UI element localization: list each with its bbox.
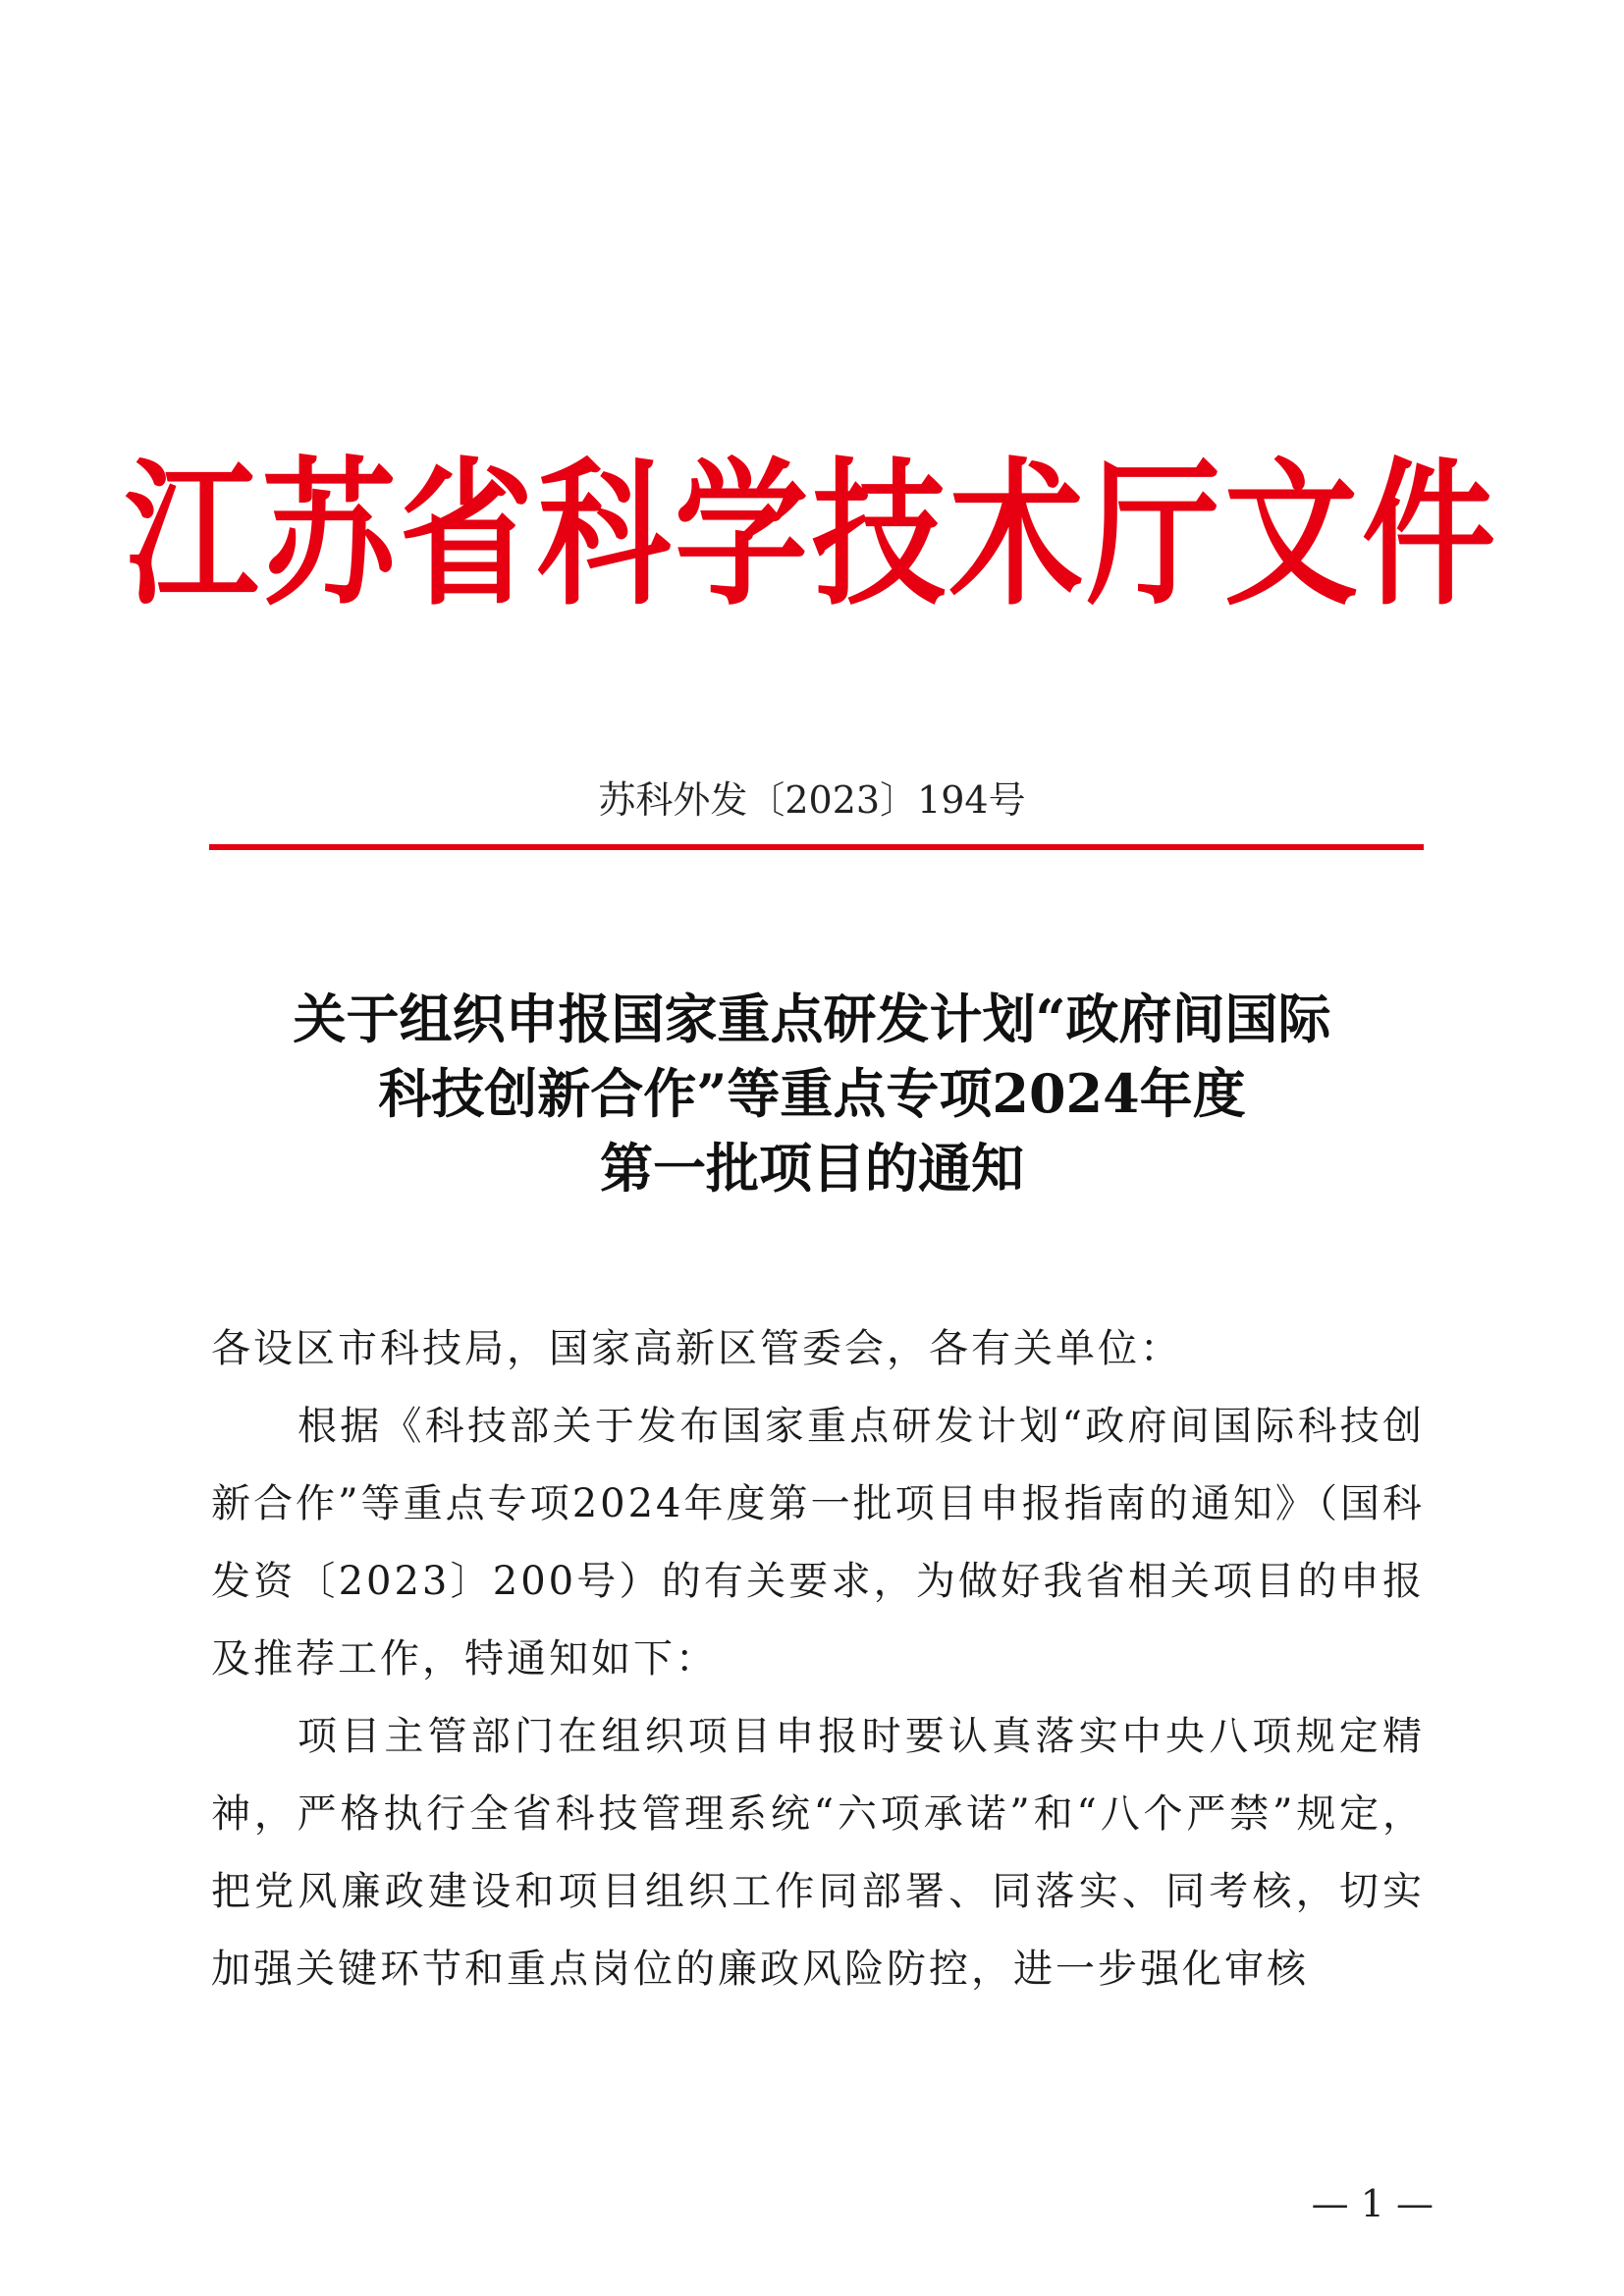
notice-body <box>211 1310 1425 2008</box>
red-divider <box>209 844 1424 850</box>
salutation: 各设区市科技局，国家高新区管委会，各有关单位： <box>211 1326 1182 1371</box>
title-line-1: 关于组织申报国家重点研发计划“政府间国际 <box>293 988 1331 1050</box>
notice-title <box>196 982 1428 1205</box>
page-number: — 1 — <box>1311 2182 1434 2225</box>
title-line-2: 科技创新合作”等重点专项2024年度 <box>378 1062 1246 1125</box>
document-number: 苏科外发〔2023〕194号 <box>598 778 1026 822</box>
title-line-3: 第一批项目的通知 <box>600 1137 1024 1200</box>
paragraph-2: 项目主管部门在组织项目申报时要认真落实中央八项规定精神，严格执行全省科技管理系统“六项承诺”和“八个严禁”规定，把党风廉政建设和项目组织工作同部署、同落实、同考核，切实加强关键环节和重点岗位的廉政风险防控，进一步强化审核 <box>211 1714 1425 1992</box>
masthead-title: 江苏省科学技术厅文件 <box>125 444 1499 628</box>
paragraph-1: 根据《科技部关于发布国家重点研发计划“政府间国际科技创新合作”等重点专项2024年度第一批项目申报指南的通知》（国科发资〔2023〕200号）的有关要求，为做好我省相关项目的申报及推荐工作，特通知如下： <box>211 1404 1425 1682</box>
